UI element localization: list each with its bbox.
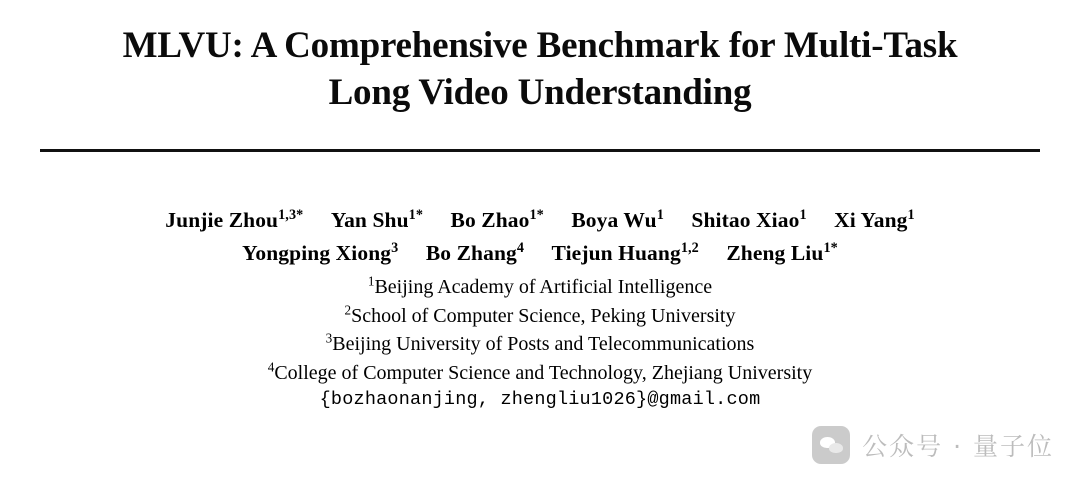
author-affiliation-marks: 1: [656, 206, 664, 223]
title-line-2: Long Video Understanding: [328, 72, 752, 114]
author-affiliation-marks: 1,3*: [278, 206, 304, 223]
affiliation-text: Beijing Academy of Artificial Intelligence: [374, 276, 713, 299]
affiliation-mark: 1: [367, 273, 375, 289]
author-name: Bo Zhao: [450, 207, 530, 232]
affiliation-text: School of Computer Science, Peking University: [351, 304, 736, 327]
title-line-1: MLVU: A Comprehensive Benchmark for Multi-Task: [122, 25, 958, 66]
author: [242, 241, 398, 265]
author: [451, 208, 544, 232]
affiliation-list: [36, 273, 1044, 387]
author-name: Shitao Xiao: [691, 207, 800, 232]
author-affiliation-marks: 4: [516, 239, 525, 256]
author-affiliation-marks: 1: [907, 206, 915, 223]
affiliation-mark: 2: [344, 302, 352, 318]
author-affiliation-marks: 1*: [408, 206, 424, 223]
author-name: Bo Zhang: [425, 241, 517, 266]
author-row: [36, 204, 1044, 237]
author-affiliation-marks: 1*: [823, 239, 838, 256]
watermark: [812, 426, 1054, 464]
affiliation: [36, 273, 1044, 301]
author-affiliation-marks: 3: [391, 239, 399, 256]
author-name: Boya Wu: [571, 207, 657, 232]
author: [726, 241, 837, 265]
affiliation-text: College of Computer Science and Technology, Zhejiang University: [274, 361, 813, 384]
author: [426, 241, 524, 265]
affiliation: [36, 302, 1044, 330]
author-affiliation-marks: 1*: [529, 206, 544, 223]
wechat-logo-icon: [812, 426, 850, 464]
author: [691, 208, 806, 232]
page-title: [36, 0, 1044, 117]
title-divider: [40, 149, 1040, 152]
author: [331, 208, 423, 232]
affiliation: [36, 359, 1044, 387]
author-row: [36, 237, 1044, 270]
author-name: Yan Shu: [330, 207, 409, 232]
author: [165, 208, 303, 232]
contact-email: {bozhaonanjing, zhengliu1026}@gmail.com: [319, 388, 761, 410]
author-name: Tiejun Huang: [551, 241, 681, 266]
author: [834, 208, 915, 232]
affiliation-mark: 3: [325, 330, 333, 346]
author-list: [36, 204, 1044, 271]
affiliation: [36, 330, 1044, 358]
affiliation-mark: 4: [267, 358, 275, 374]
author-name: Junjie Zhou: [165, 207, 279, 232]
author-affiliation-marks: 1,2: [680, 239, 699, 256]
author: [571, 208, 664, 232]
author-name: Xi Yang: [834, 207, 908, 232]
affiliation-text: Beijing University of Posts and Telecommunications: [332, 333, 755, 356]
author: [552, 241, 699, 265]
author-name: Yongping Xiong: [242, 241, 392, 266]
watermark-text: 公众号 · 量子位: [862, 432, 1054, 461]
author-name: Zheng Liu: [726, 241, 824, 266]
author-affiliation-marks: 1: [799, 206, 807, 223]
